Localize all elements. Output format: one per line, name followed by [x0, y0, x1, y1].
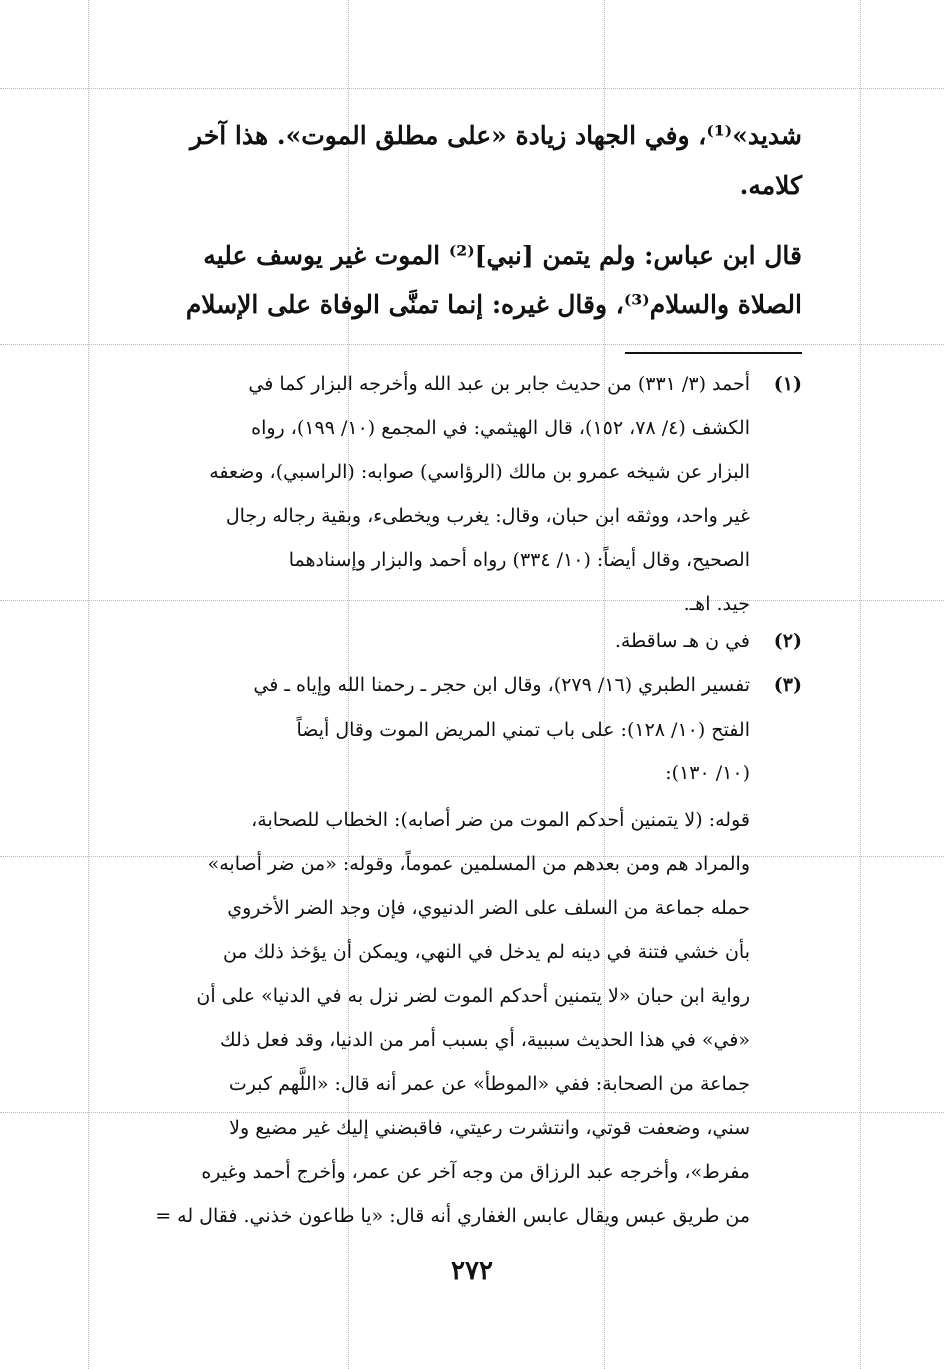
quote-line: بأن خشي فتنة في دينه لم يدخل في النهي، ويمكن أن يؤخذ ذلك من	[222, 941, 750, 963]
quote-line: «في» في هذا الحديث سببية، أي بسبب أمر من الدنيا، وقد فعل ذلك	[220, 1029, 750, 1051]
main-text-line: كلامه.	[739, 171, 802, 200]
footnote-separator	[625, 352, 802, 354]
quote-line: جماعة من الصحابة: ففي «الموطأ» عن عمر أنه قال: «اللَّهم كبرت	[228, 1073, 750, 1095]
footnote-line: في ن هـ ساقطة.	[614, 630, 750, 652]
footnote-line: الفتح (١٠/ ١٢٨): على باب تمني المريض الموت وقال أيضاً	[296, 719, 750, 741]
footnote-line: البزار عن شيخه عمرو بن مالك (الرؤاسي) صوابه: (الراسبي)، وضعفه	[209, 461, 750, 483]
footnote-line: تفسير الطبري (١٦/ ٢٧٩)، وقال ابن حجر ـ رحمنا الله وإياه ـ في	[253, 674, 750, 696]
footnote-line: (١٠/ ١٣٠):	[665, 762, 750, 784]
page-number: ٢٧٢	[451, 1256, 493, 1286]
quote-line: حمله جماعة من السلف على الضر الدنيوي، فإن وجد الضر الأخروي	[227, 897, 750, 919]
main-text-line: قال ابن عباس: ولم يتمن [نبي]⁽²⁾ الموت غير يوسف عليه	[203, 241, 802, 270]
quote-line: من طريق عبس ويقال عابس الغفاري أنه قال: «يا طاعون خذني. فقال له =	[155, 1205, 750, 1227]
footnote-number: (١)	[773, 373, 802, 395]
footnote-line: أحمد (٣/ ٣٣١) من حديث جابر بن عبد الله وأخرجه البزار كما في	[248, 373, 750, 395]
footnote-line: جيد. اهـ.	[683, 593, 750, 615]
footnote-line: غير واحد، ووثقه ابن حبان، وقال: يغرب ويخطىء، وبقية رجاله رجال	[225, 505, 750, 527]
quote-line: رواية ابن حبان «لا يتمنين أحدكم الموت لضر نزل به في الدنيا» على أن	[196, 985, 750, 1007]
footnote-number: (٢)	[773, 630, 802, 652]
footnote-number: (٣)	[773, 674, 802, 696]
footnote-line: الصحيح، وقال أيضاً: (١٠/ ٣٣٤) رواه أحمد والبزار وإسنادهما	[288, 549, 750, 571]
quote-line: مفرط»، وأخرجه عبد الرزاق من وجه آخر عن عمر، وأخرج أحمد وغيره	[201, 1161, 750, 1183]
main-text-line: الصلاة والسلام⁽³⁾، وقال غيره: إنما تمنَّى الوفاة على الإسلام	[185, 290, 802, 319]
footnote-line: الكشف (٤/ ٧٨، ١٥٢)، قال الهيثمي: في المجمع (١٠/ ١٩٩)، رواه	[251, 417, 750, 439]
quote-line: قوله: (لا يتمنين أحدكم الموت من ضر أصابه): الخطاب للصحابة،	[251, 809, 750, 831]
quote-line: سني، وضعفت قوتي، وانتشرت رعيتي، فاقبضني إليك غير مضيع ولا	[229, 1117, 750, 1139]
quote-line: والمراد هم ومن بعدهم من المسلمين عموماً، وقوله: «من ضر أصابه»	[207, 853, 750, 875]
main-text-line: شديد»⁽¹⁾، وفي الجهاد زيادة «على مطلق الموت». هذا آخر	[190, 121, 802, 150]
